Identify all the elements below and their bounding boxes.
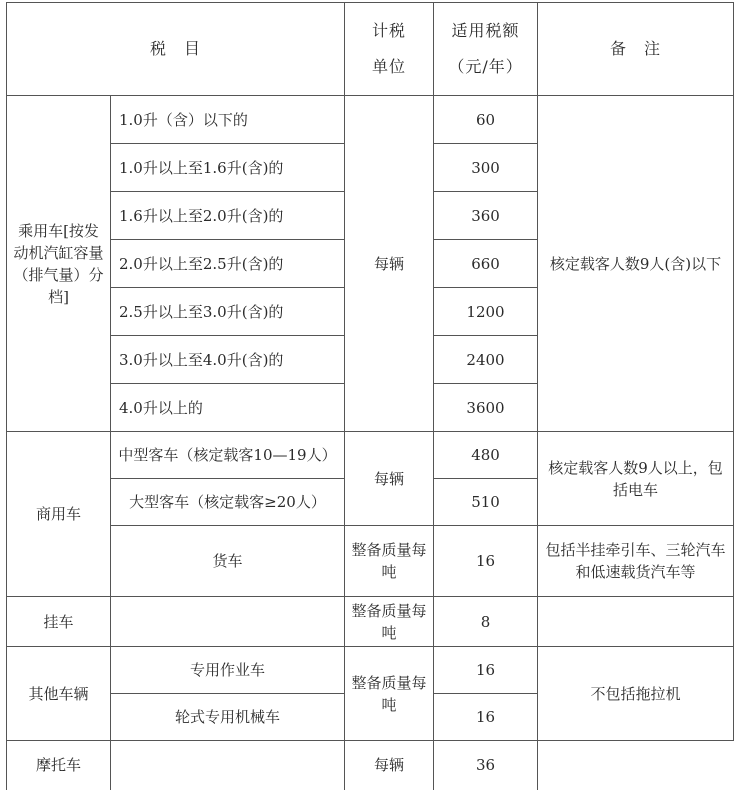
passenger-unit: 每辆 xyxy=(345,96,434,432)
motorcycle-empty-cell xyxy=(111,741,345,790)
medium-bus-label: 中型客车（核定载客10—19人） xyxy=(111,432,345,479)
truck-unit: 整备质量每吨 xyxy=(345,526,434,597)
truck-amount: 16 xyxy=(434,526,538,597)
passenger-row-label: 2.5升以上至3.0升(含)的 xyxy=(111,288,345,336)
trailer-category: 挂车 xyxy=(7,597,111,647)
motorcycle-category: 摩托车 xyxy=(7,741,111,790)
truck-remark: 包括半挂牵引车、三轮汽车和低速载货汽车等 xyxy=(538,526,734,597)
trailer-unit: 整备质量每吨 xyxy=(345,597,434,647)
passenger-row-amount: 360 xyxy=(434,192,538,240)
wheeled-machinery-amount: 16 xyxy=(434,694,538,741)
passenger-row-amount: 1200 xyxy=(434,288,538,336)
special-work-vehicle-label: 专用作业车 xyxy=(111,647,345,694)
trailer-empty-cell xyxy=(111,597,345,647)
other-remark: 不包括拖拉机 xyxy=(538,647,734,741)
large-bus-amount: 510 xyxy=(434,479,538,526)
header-tax-unit: 计税 单位 xyxy=(345,3,434,96)
passenger-row-amount: 60 xyxy=(434,96,538,144)
motorcycle-remark-empty xyxy=(538,741,734,790)
other-unit: 整备质量每吨 xyxy=(345,647,434,741)
passenger-row-label: 1.6升以上至2.0升(含)的 xyxy=(111,192,345,240)
passenger-row-label: 2.0升以上至2.5升(含)的 xyxy=(111,240,345,288)
bus-unit: 每辆 xyxy=(345,432,434,526)
commercial-category: 商用车 xyxy=(7,432,111,597)
motorcycle-unit: 每辆 xyxy=(345,741,434,790)
bus-remark: 核定载客人数9人以上，包括电车 xyxy=(538,432,734,526)
passenger-row-amount: 3600 xyxy=(434,384,538,432)
header-tax-item: 税 目 xyxy=(7,3,345,96)
passenger-row-label: 4.0升以上的 xyxy=(111,384,345,432)
passenger-row-label: 1.0升以上至1.6升(含)的 xyxy=(111,144,345,192)
medium-bus-amount: 480 xyxy=(434,432,538,479)
wheeled-machinery-label: 轮式专用机械车 xyxy=(111,694,345,741)
passenger-row-label: 1.0升（含）以下的 xyxy=(111,96,345,144)
truck-label: 货车 xyxy=(111,526,345,597)
header-tax-amount: 适用税额 （元/年） xyxy=(434,3,538,96)
passenger-row-amount: 300 xyxy=(434,144,538,192)
passenger-remark: 核定载客人数9人(含)以下 xyxy=(538,96,734,432)
passenger-car-category: 乘用车[按发动机汽缸容量（排气量）分档] xyxy=(7,96,111,432)
passenger-row-label: 3.0升以上至4.0升(含)的 xyxy=(111,336,345,384)
trailer-amount: 8 xyxy=(434,597,538,647)
trailer-remark-empty xyxy=(538,597,734,647)
special-work-vehicle-amount: 16 xyxy=(434,647,538,694)
passenger-row-amount: 660 xyxy=(434,240,538,288)
other-category: 其他车辆 xyxy=(7,647,111,741)
passenger-row-amount: 2400 xyxy=(434,336,538,384)
header-remark: 备 注 xyxy=(538,3,734,96)
motorcycle-amount: 36 xyxy=(434,741,538,790)
large-bus-label: 大型客车（核定载客≥20人） xyxy=(111,479,345,526)
vehicle-tax-table xyxy=(6,2,734,790)
